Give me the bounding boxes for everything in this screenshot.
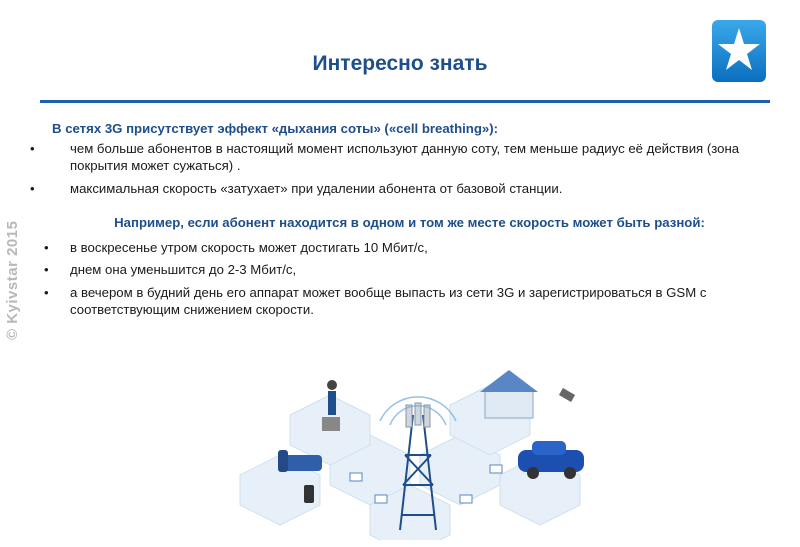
satellite-icon [559,388,575,402]
list-item: • а вечером в будний день его аппарат может вообще выпасть из сети 3G и зарегистрироваться в GSM с соответствующим снижением скорости. [44,284,707,317]
list-item: • максимальная скорость «затухает» при удалении абонента от базовой станции. [30,180,563,196]
section-heading: В сетях 3G присутствует эффект «дыхания соты» («cell breathing»): [52,121,499,136]
bullet-icon: • [30,140,35,156]
bullet-icon: • [30,180,35,196]
list-item: • в воскресенье утром скорость может достигать 10 Мбит/с, [44,239,428,255]
bullet-icon: • [44,262,49,277]
bullet-icon: • [44,284,49,300]
kyivstar-logo [712,20,766,82]
list-item: • днем она уменьшится до 2-3 Мбит/с, [44,262,297,277]
example-heading: Например, если абонент находится в одном и том же месте скорость может быть разной: [114,215,705,230]
phone-icon [304,485,314,503]
header-divider [40,100,770,103]
slide-content [30,120,767,324]
bullet-icon: • [44,239,49,255]
page-title: Интересно знать [312,52,488,75]
star-logo-icon [712,20,766,82]
list-item: • чем больше абонентов в настоящий момент используют данную соту, тем меньше радиус её действия (зона покрытия может сужаться) . [30,140,740,173]
network-illustration [200,355,620,540]
house-icon [480,370,538,418]
copyright-label: © Kyivstar 2015 [4,220,21,340]
